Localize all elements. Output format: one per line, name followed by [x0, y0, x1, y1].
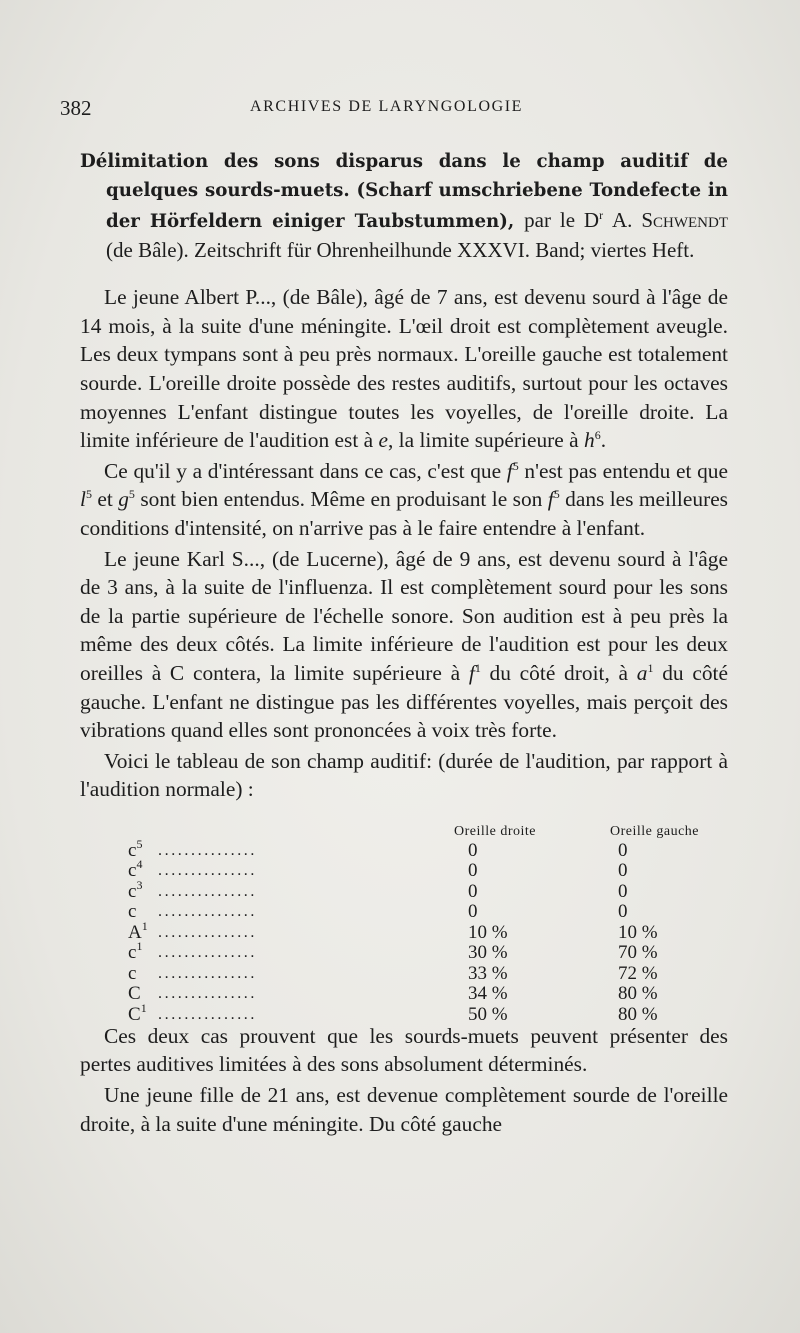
note-label: $c^4$ [128, 857, 143, 882]
note-label: $c^5$ [128, 836, 143, 861]
leader-dots: ............... [158, 882, 257, 900]
hearing-field-table [80, 818, 728, 1025]
left-ear-value: 10 % [618, 921, 658, 943]
right-ear-value: 33 % [468, 962, 508, 984]
right-ear-value: 0 [468, 839, 478, 861]
column-header-left-ear: Oreille gauche [610, 823, 700, 839]
paragraph-case-1-note: Ce qu'il y a d'intéressant dans ce cas, c'est que $f^5$ n'est pas entendu et que $l^5$ et $g^5$ sont bien entendus. Même en produisant le son $f^5$ dans les meilleures conditions d'intensité, on n'arrive pas à le faire entendre à l'enfant. [80, 458, 729, 540]
journal-reference: (de Bâle). Zeitschrift für Ohrenheilhunde XXXVI. Band; viertes Heft. [106, 238, 695, 263]
leader-dots: ............... [158, 1005, 257, 1023]
note-label: $A^1$ [128, 918, 148, 943]
table-row [128, 918, 748, 944]
right-ear-value: 50 % [468, 1003, 508, 1025]
note-label: c [128, 962, 137, 984]
by-author: par le D [524, 207, 600, 232]
left-ear-value: 80 % [618, 1003, 658, 1025]
right-ear-value: 0 [468, 901, 478, 923]
column-header-right-ear: Oreille droite [454, 823, 537, 839]
table-row [128, 836, 748, 862]
article-body [80, 148, 728, 1138]
leader-dots: ............... [158, 841, 257, 859]
table-row [128, 877, 748, 903]
right-ear-value: 0 [468, 880, 478, 902]
table-row [128, 1000, 748, 1026]
left-ear-value: 80 % [618, 983, 658, 1005]
running-title: ARCHIVES DE LARYNGOLOGIE [250, 98, 524, 115]
right-ear-value: 0 [468, 860, 478, 882]
note-label: C [128, 983, 141, 1005]
leader-dots: ............... [158, 862, 257, 880]
leader-dots: ............... [158, 923, 257, 941]
table-row [128, 963, 748, 985]
page-number: 382 [60, 96, 92, 120]
left-ear-value: 0 [618, 880, 628, 902]
table-row [128, 983, 748, 1005]
left-ear-value: 0 [618, 901, 628, 923]
table-row [128, 901, 748, 923]
paragraph-conclusion: Ces deux cas prouvent que les sourds-muets peuvent présenter des pertes auditives limitées à des sons absolument déterminés. [80, 1023, 728, 1077]
right-ear-value: 34 % [468, 983, 508, 1005]
note-label: $C^1$ [128, 1000, 147, 1025]
paragraph-case-2: Le jeune Karl S..., (de Lucerne), âgé de 9 ans, est devenu sourd à l'âge de 3 ans, à la suite de l'influenza. Il est complètement sourd pour les sons de la partie supérieure de l'échelle sonore. Son audition est à peu près la même des deux côtés. La limite inférieure de l'audition est pour les deux oreilles à C contera, la limite supérieure à $f^1$ du côté droit, à $a^1$ du côté gauche. L'enfant ne distingue pas les différentes voyelles, mais perçoit des vibrations quand elles sont prononcées à voix très forte. [80, 546, 728, 743]
paragraph-table-intro: Voici le tableau de son champ auditif: (durée de l'audition, par rapport à l'audition normale) : [80, 748, 728, 802]
bibliographic-entry: Délimitation des sons disparus dans le champ auditif de quelques sourds-muets. (Scharf umschriebene Tondefecte in der Hörfeldern einiger Taubstummen), par le $D^r$ A. Schwendt (de Bâle). Zeitschrift für Ohrenheilhunde XXXVI. Band; viertes Heft. [80, 151, 728, 263]
article-title: Délimitation des sons disparus dans le champ auditif de quelques sourds-muets. (Scharf umschriebene Tondefecte in der Hörfeldern einiger Taubstummen), [80, 151, 728, 232]
left-ear-value: 72 % [618, 962, 658, 984]
leader-dots: ............... [158, 944, 257, 962]
page-header [60, 96, 730, 126]
right-ear-value: 30 % [468, 942, 508, 964]
leader-dots: ............... [158, 985, 257, 1003]
note-label: c [128, 901, 137, 923]
right-ear-value: 10 % [468, 921, 508, 943]
paragraph-case-3: Une jeune fille de 21 ans, est devenue complètement sourde de l'oreille droite, à la suite d'une méningite. Du côté gauche [80, 1083, 728, 1136]
leader-dots: ............... [158, 903, 257, 921]
note-label: $c^1$ [128, 939, 143, 964]
table-row [128, 939, 748, 964]
table-row [128, 857, 748, 882]
leader-dots: ............... [158, 964, 257, 982]
paragraph-case-1: Le jeune Albert P..., (de Bâle), âgé de 7 ans, est devenu sourd à l'âge de 14 mois, à la suite d'une méningite. L'œil droit est complètement aveugle. Les deux tympans sont à peu près normaux. L'oreille gauche est totalement sourde. L'oreille droite possède des restes auditifs, surtout pour les octaves moyennes L'enfant distingue toutes les voyelles, de l'oreille droite. La limite inférieure de l'audition est à e, la limite supérieure à $h^6$. [80, 285, 728, 453]
author-name: A. Schwendt [612, 207, 728, 232]
left-ear-value: 70 % [618, 942, 658, 964]
left-ear-value: 0 [618, 860, 628, 882]
note-label: $c^3$ [128, 877, 143, 902]
left-ear-value: 0 [618, 839, 628, 861]
